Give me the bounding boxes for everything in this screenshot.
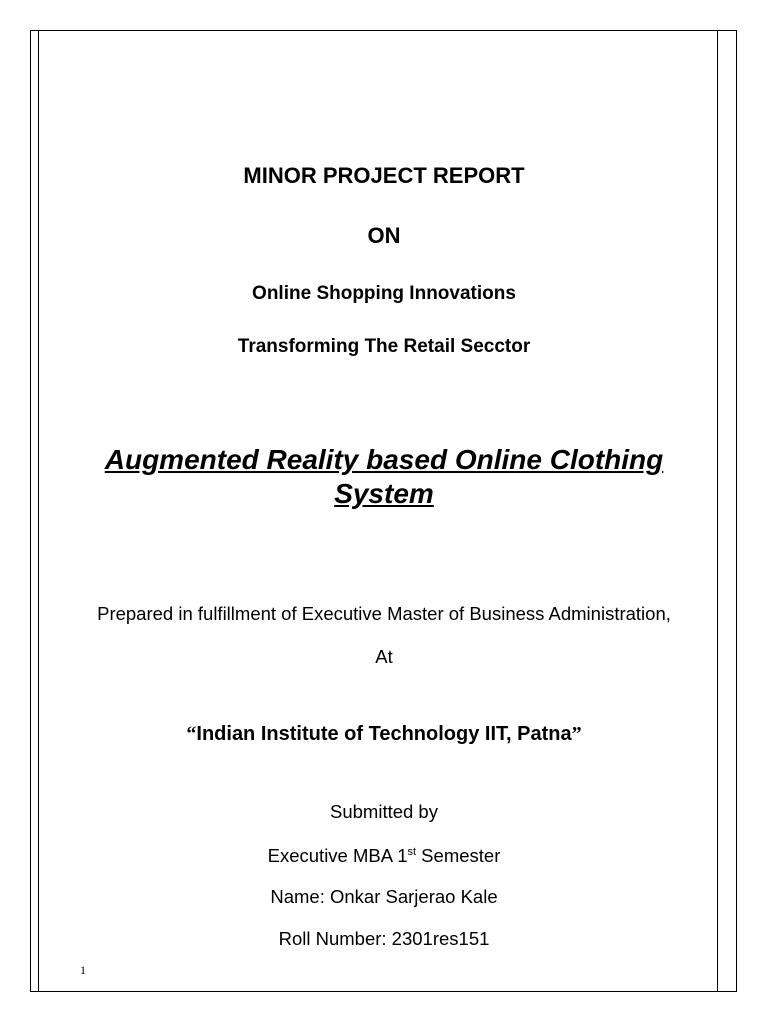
semester-line bbox=[0, 845, 768, 867]
topic-line-1: Online Shopping Innovations bbox=[252, 283, 516, 304]
student-name: Name: Onkar Sarjerao Kale bbox=[270, 886, 498, 907]
topic-line-2: Transforming The Retail Secctor bbox=[237, 336, 531, 357]
roll-number: Roll Number: 2301res151 bbox=[278, 928, 490, 949]
page-number: 1 bbox=[80, 963, 86, 977]
report-on-label: ON bbox=[367, 223, 401, 248]
at-label: At bbox=[375, 646, 393, 667]
project-title: Augmented Reality based Online Clothing System bbox=[104, 444, 664, 509]
semester-word: Semester bbox=[416, 845, 501, 866]
semester-ordinal-suffix: st bbox=[407, 846, 417, 858]
open-quote: “ bbox=[186, 723, 197, 745]
report-heading: MINOR PROJECT REPORT bbox=[243, 163, 525, 188]
institute-name: Indian Institute of Technology IIT, Patna bbox=[196, 723, 572, 745]
prepared-statement: Prepared in fulfillment of Executive Master of Business Administration, bbox=[97, 603, 671, 624]
semester-text: Executive MBA 1 bbox=[267, 845, 408, 866]
institute-name-line bbox=[0, 723, 768, 746]
close-quote: ” bbox=[571, 723, 582, 745]
submitted-by-label: Submitted by bbox=[330, 801, 438, 822]
